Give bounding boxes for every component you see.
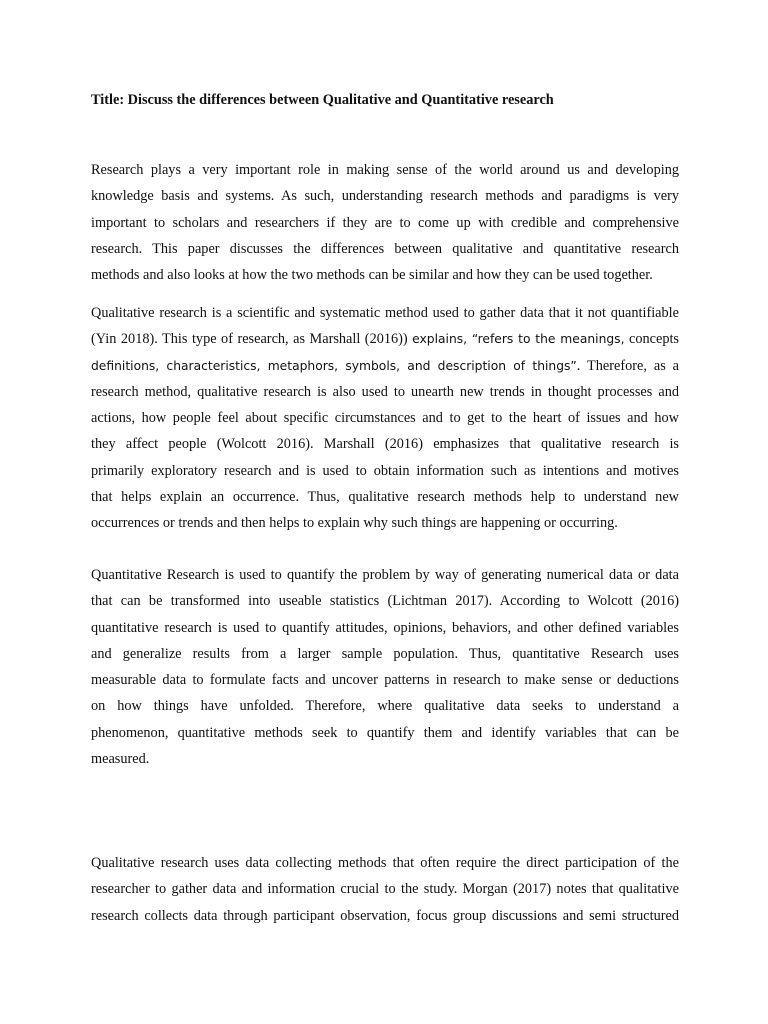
quote-text: definitions, characteristics, metaphors, symbols, and description of things” bbox=[91, 358, 577, 373]
quote-prefix: (Yin 2018). This type of research, as Marshall (2016)) bbox=[91, 331, 413, 348]
paragraph-line: they affect people (Wolcott 2016). Marshall (2016) emphasizes that qualitative research is bbox=[91, 436, 679, 453]
paragraph-line: that can be transformed into useable statistics (Lichtman 2017). According to Wolcott (2016) bbox=[91, 593, 679, 610]
document-title: Title: Discuss the differences between Qualitative and Quantitative research bbox=[91, 92, 554, 108]
paragraph-line: quantitative research is used to quantify attitudes, opinions, behaviors, and other defined variables bbox=[91, 619, 679, 636]
paragraph-line: occurrences or trends and then helps to explain why such things are happening or occurring. bbox=[91, 515, 618, 532]
paragraph-line: Quantitative Research is used to quantify the problem by way of generating numerical data or data bbox=[91, 567, 679, 583]
quote-suffix: . Therefore, as a bbox=[576, 357, 679, 374]
paragraph-line-with-quote bbox=[91, 353, 679, 379]
paragraph-line: and generalize results from a larger sample population. Thus, quantitative Research uses bbox=[91, 645, 679, 662]
quote-suffix: concepts bbox=[624, 331, 679, 348]
paragraph-line: primarily exploratory research and is used to obtain information such as intentions and motives bbox=[91, 462, 679, 479]
paragraph-line: research method, qualitative research is also used to unearth new trends in thought processes and bbox=[91, 383, 679, 400]
paragraph-line: important to scholars and researchers if they are to come up with credible and comprehensive bbox=[91, 214, 679, 231]
paragraph-quantitative-definition bbox=[91, 562, 679, 772]
paragraph-line: measured. bbox=[91, 751, 150, 768]
paragraph-qualitative-methods bbox=[91, 850, 679, 929]
paragraph-line: measurable data to formulate facts and uncover patterns in research to make sense or deductions bbox=[91, 672, 679, 689]
paragraph-line: research collects data through participant observation, focus group discussions and semi structured bbox=[91, 907, 679, 924]
paragraph-line: methods and also looks at how the two methods can be similar and how they can be used together. bbox=[91, 267, 653, 284]
paragraph-line: actions, how people feel about specific circumstances and to get to the heart of issues and how bbox=[91, 410, 679, 427]
paragraph-line-with-quote bbox=[91, 326, 679, 352]
paragraph-line: Qualitative research uses data collecting methods that often require the direct participation of the bbox=[91, 855, 679, 871]
paragraph-line: phenomenon, quantitative methods seek to quantify them and identify variables that can be bbox=[91, 724, 679, 741]
paragraph-qualitative-definition bbox=[91, 300, 679, 537]
paragraph-introduction bbox=[91, 157, 679, 288]
paragraph-line: Qualitative research is a scientific and systematic method used to gather data that it not quantifiable bbox=[91, 305, 679, 321]
paragraph-line: Research plays a very important role in making sense of the world around us and developing bbox=[91, 162, 679, 178]
paragraph-line: researcher to gather data and information crucial to the study. Morgan (2017) notes that qualitative bbox=[91, 881, 679, 898]
paragraph-line: knowledge basis and systems. As such, understanding research methods and paradigms is very bbox=[91, 188, 679, 205]
quote-text: explains, “refers to the meanings, bbox=[412, 332, 625, 347]
paragraph-line: on how things have unfolded. Therefore, where qualitative data seeks to understand a bbox=[91, 698, 679, 715]
paragraph-line: research. This paper discusses the differences between qualitative and quantitative research bbox=[91, 240, 679, 257]
paragraph-line: that helps explain an occurrence. Thus, qualitative research methods help to understand new bbox=[91, 489, 679, 506]
